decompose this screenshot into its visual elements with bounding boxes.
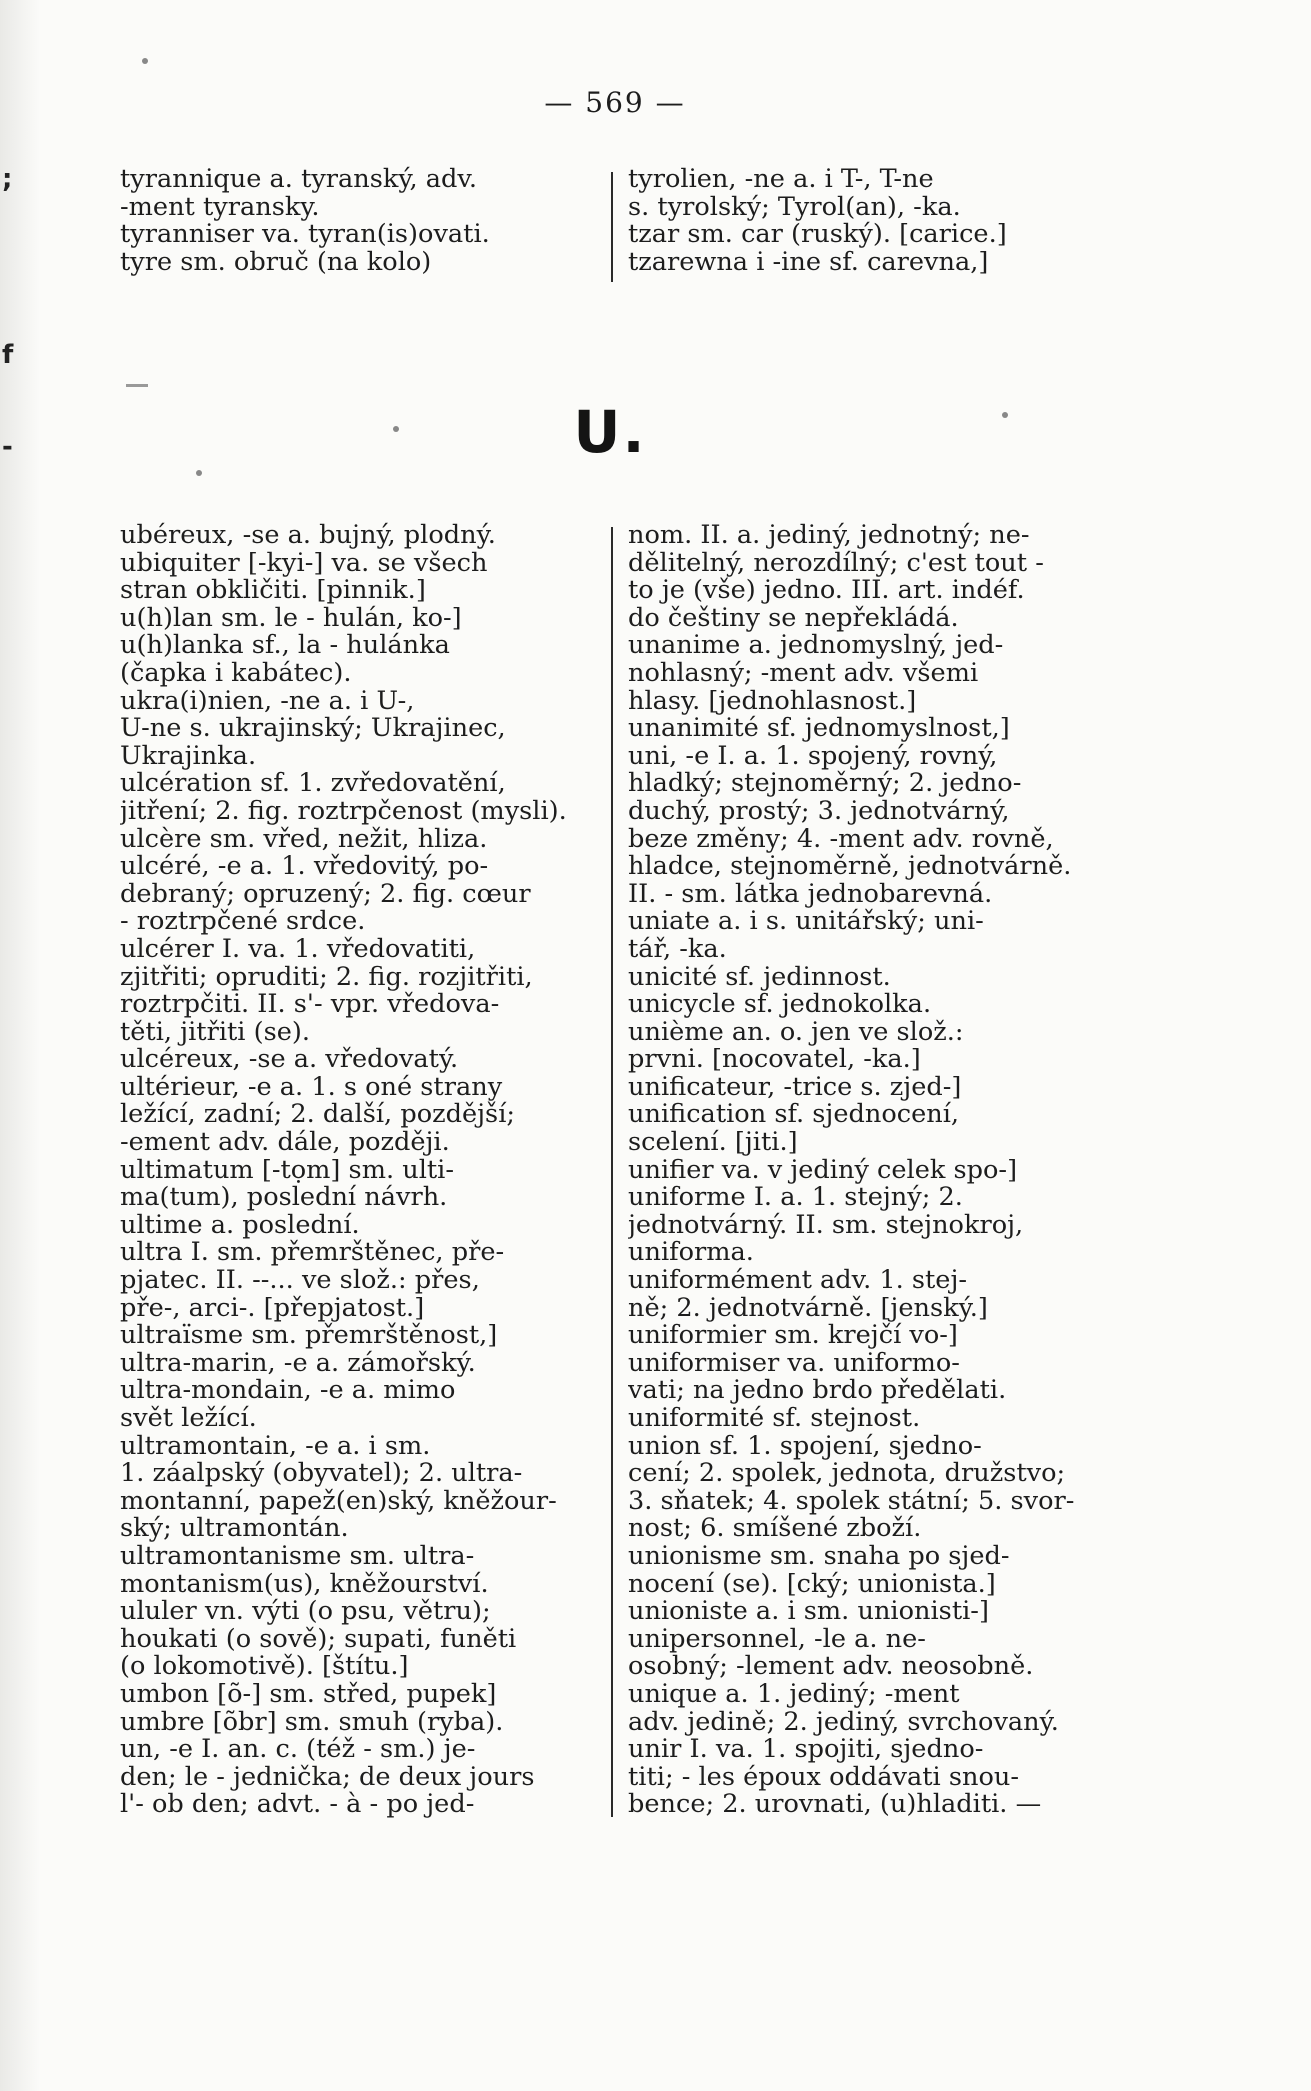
dictionary-line: osobný; -lement adv. neosobně. [628, 1651, 1034, 1682]
dictionary-line: bence; 2. urovnati, (u)hladiti. — [628, 1789, 1042, 1819]
dictionary-line: to je (vše) jedno. III. art. indéf. [628, 575, 1025, 606]
column-divider-top [611, 172, 613, 282]
dictionary-line: - roztrpčené srdce. [120, 906, 366, 937]
top-right-entries [628, 166, 1110, 276]
print-dot [1002, 412, 1008, 418]
dictionary-line: uni, -e I. a. 1. spojený, rovný, [628, 740, 998, 771]
margin-mark: f [2, 340, 14, 370]
dictionary-line: uniformiser va. uniformo- [628, 1347, 960, 1378]
print-dot [142, 58, 148, 64]
dictionary-line: den; le - jednička; de deux jours [120, 1761, 535, 1792]
dictionary-line: unification sf. sjednocení, [628, 1099, 960, 1130]
dictionary-line: Ukrajinka. [120, 740, 257, 771]
dictionary-line: u(h)lan sm. le - hulán, ko-] [120, 602, 462, 633]
dictionary-line: roztrpčiti. II. s'- vpr. vředova- [120, 989, 500, 1020]
dictionary-line: II. - sm. látka jednobarevná. [628, 878, 993, 909]
dictionary-line: dělitelný, nerozdílný; c'est tout - [628, 547, 1044, 578]
dictionary-line: hladký; stejnoměrný; 2. jedno- [628, 768, 1022, 799]
dictionary-line: ulcère sm. vřed, nežit, hliza. [120, 823, 488, 854]
left-column-entries [120, 522, 606, 1819]
dictionary-line: ma(tum), poslední návrh. [120, 1182, 448, 1213]
dictionary-line: beze změny; 4. -ment adv. rovně, [628, 823, 1054, 854]
dictionary-line: ně; 2. jednotvárně. [jenský.] [628, 1292, 988, 1323]
dictionary-line: unioniste a. i sm. unionisti-] [628, 1596, 989, 1627]
right-column-entries [628, 522, 1110, 1819]
dictionary-line: -ement adv. dále, později. [120, 1127, 450, 1158]
dictionary-line: tyre sm. obruč (na kolo) [120, 246, 432, 277]
dictionary-line: (o lokomotivě). [štítu.] [120, 1651, 409, 1682]
dictionary-line: ulcéré, -e a. 1. vředovitý, po- [120, 851, 489, 882]
dictionary-line: debraný; opruzený; 2. fig. cœur [120, 878, 531, 909]
dictionary-line: ský; ultramontán. [120, 1513, 349, 1544]
dictionary-line: uniformité sf. stejnost. [628, 1403, 921, 1433]
dictionary-line: ulcérer I. va. 1. vředovatiti, [120, 933, 476, 964]
dictionary-line: unanime a. jednomyslný, jed- [628, 630, 1004, 661]
dictionary-line: tyrolien, -ne a. i T-, T-ne [628, 166, 934, 194]
dictionary-line: pře-, arci-. [přepjatost.] [120, 1292, 425, 1323]
dictionary-line: ultimatum [-tọm] sm. ulti- [120, 1154, 455, 1185]
dictionary-line: uniforme I. a. 1. stejný; 2. [628, 1182, 963, 1213]
dictionary-line: unanimité sf. jednomyslnost,] [628, 713, 1010, 744]
dictionary-line: těti, jitřiti (se). [120, 1016, 310, 1047]
dictionary-line: tzarewna i -ine sf. carevna,] [628, 246, 989, 277]
dictionary-line: uniforma. [628, 1237, 754, 1268]
dictionary-line: (čapka i kabátec). [120, 657, 352, 688]
dictionary-line: ukra(i)nien, -ne a. i U-, [120, 685, 415, 716]
top-left-entries [120, 166, 606, 276]
dictionary-line: ubiquiter [-kyi-] va. se všech [120, 547, 488, 578]
dictionary-line: svět ležící. [120, 1403, 257, 1433]
dictionary-line: ultra I. sm. přemrštěnec, pře- [120, 1237, 505, 1268]
dictionary-line: uniformément adv. 1. stej- [628, 1265, 968, 1296]
dictionary-line: unique a. 1. jediný; -ment [628, 1678, 960, 1709]
dictionary-line: unificateur, -trice s. zjed-] [628, 1071, 962, 1102]
dictionary-line: ultime a. poslední. [120, 1209, 360, 1240]
column-divider-main [611, 527, 613, 1817]
dictionary-line: houkati (o sově); supati, funěti [120, 1623, 517, 1654]
dictionary-line: jednotvárný. II. sm. stejnokroj, [628, 1209, 1024, 1240]
dictionary-line: ultraïsme sm. přemrštěnost,] [120, 1320, 498, 1351]
dictionary-line: ultra-marin, -e a. zámořský. [120, 1347, 476, 1378]
dictionary-line: ležící, zadní; 2. další, pozdější; [120, 1099, 516, 1130]
margin-mark: - [2, 432, 13, 462]
dictionary-line: nocení (se). [cký; unionista.] [628, 1568, 996, 1599]
dictionary-line: prvni. [nocovatel, -ka.] [628, 1044, 921, 1075]
dictionary-line: U-ne s. ukrajinský; Ukrajinec, [120, 713, 506, 744]
dictionary-line: nom. II. a. jediný, jednotný; ne- [628, 522, 1030, 550]
book-gutter-edge [0, 0, 40, 2091]
dictionary-line: jitření; 2. fig. roztrpčenost (mysli). [120, 795, 567, 826]
dictionary-line: tyranniser va. tyran(is)ovati. [120, 219, 490, 250]
dictionary-line: pjatec. II. --... ve slož.: přes, [120, 1265, 480, 1296]
dictionary-line: scelení. [jiti.] [628, 1127, 798, 1158]
dictionary-line: cení; 2. spolek, jednota, družstvo; [628, 1458, 1066, 1489]
dictionary-line: titi; - les époux oddávati snou- [628, 1761, 1019, 1792]
margin-mark: ; [2, 164, 13, 194]
dictionary-line: hladce, stejnoměrně, jednotvárně. [628, 851, 1072, 882]
dictionary-line: hlasy. [jednohlasnost.] [628, 685, 917, 716]
dictionary-line: nost; 6. smíšené zboží. [628, 1513, 922, 1544]
dictionary-line: u(h)lanka sf., la - hulánka [120, 630, 450, 661]
dictionary-line: umbon [õ-] sm. střed, pupek] [120, 1678, 497, 1709]
dictionary-line: vati; na jedno brdo předělati. [628, 1375, 1007, 1406]
dictionary-line: l'- ob den; advt. - à - po jed- [120, 1789, 475, 1819]
dictionary-line: ulcéreux, -se a. vředovatý. [120, 1044, 459, 1075]
dictionary-line: 1. záalpský (obyvatel); 2. ultra- [120, 1458, 523, 1489]
dictionary-line: zjitřiti; opruditi; 2. fig. rozjitřiti, [120, 961, 533, 992]
dictionary-line: montanní, papež(en)ský, kněžour- [120, 1485, 557, 1516]
dictionary-line: ultramontain, -e a. i sm. [120, 1430, 431, 1461]
dictionary-line: unicycle sf. jednokolka. [628, 989, 932, 1020]
print-dot [393, 426, 399, 432]
dictionary-line: un, -e I. an. c. (též - sm.) je- [120, 1734, 476, 1765]
section-letter-heading: U. [573, 398, 647, 466]
dictionary-line: unicité sf. jedinnost. [628, 961, 891, 992]
dictionary-line: tyrannique a. tyranský, adv. [120, 166, 477, 194]
dictionary-line: unipersonnel, -le a. ne- [628, 1623, 926, 1654]
print-dot [196, 470, 202, 476]
dictionary-line: ultra-mondain, -e a. mimo [120, 1375, 456, 1406]
dictionary-line: ultramontanisme sm. ultra- [120, 1540, 475, 1571]
dictionary-line: unionisme sm. snaha po sjed- [628, 1540, 1010, 1571]
dictionary-line: ultérieur, -e a. 1. s oné strany [120, 1071, 503, 1102]
dictionary-line: union sf. 1. spojení, sjedno- [628, 1430, 982, 1461]
dictionary-line: montanism(us), kněžourství. [120, 1568, 489, 1599]
dictionary-line: uniformier sm. krejčí vo-] [628, 1320, 958, 1351]
dictionary-line: umbre [õbr] sm. smuh (ryba). [120, 1706, 504, 1737]
page-number: — 569 — [544, 86, 686, 119]
dictionary-line: unième an. o. jen ve slož.: [628, 1016, 964, 1047]
dictionary-line: 3. sňatek; 4. spolek státní; 5. svor- [628, 1485, 1075, 1516]
dictionary-line: ulcération sf. 1. zvředovatění, [120, 768, 506, 799]
dictionary-line: unir I. va. 1. spojiti, sjedno- [628, 1734, 984, 1765]
dictionary-line: ululer vn. výti (o psu, větru); [120, 1596, 491, 1627]
dictionary-line: adv. jedině; 2. jediný, svrchovaný. [628, 1706, 1059, 1737]
dictionary-line: -ment tyransky. [120, 191, 320, 222]
dictionary-line: tzar sm. car (ruský). [carice.] [628, 219, 1007, 250]
dictionary-line: uniate a. i s. unitářský; uni- [628, 906, 984, 937]
print-speck [126, 384, 148, 387]
dictionary-line: stran obkličiti. [pinnik.] [120, 575, 426, 606]
dictionary-line: s. tyrolský; Tyrol(an), -ka. [628, 191, 961, 222]
dictionary-line: unifier va. v jediný celek spo-] [628, 1154, 1018, 1185]
dictionary-line: tář, -ka. [628, 933, 727, 964]
dictionary-line: duchý, prostý; 3. jednotvárný, [628, 795, 1010, 826]
dictionary-line: nohlasný; -ment adv. všemi [628, 657, 979, 688]
dictionary-line: do češtiny se nepřekládá. [628, 602, 959, 633]
dictionary-line: ubéreux, -se a. bujný, plodný. [120, 522, 496, 550]
